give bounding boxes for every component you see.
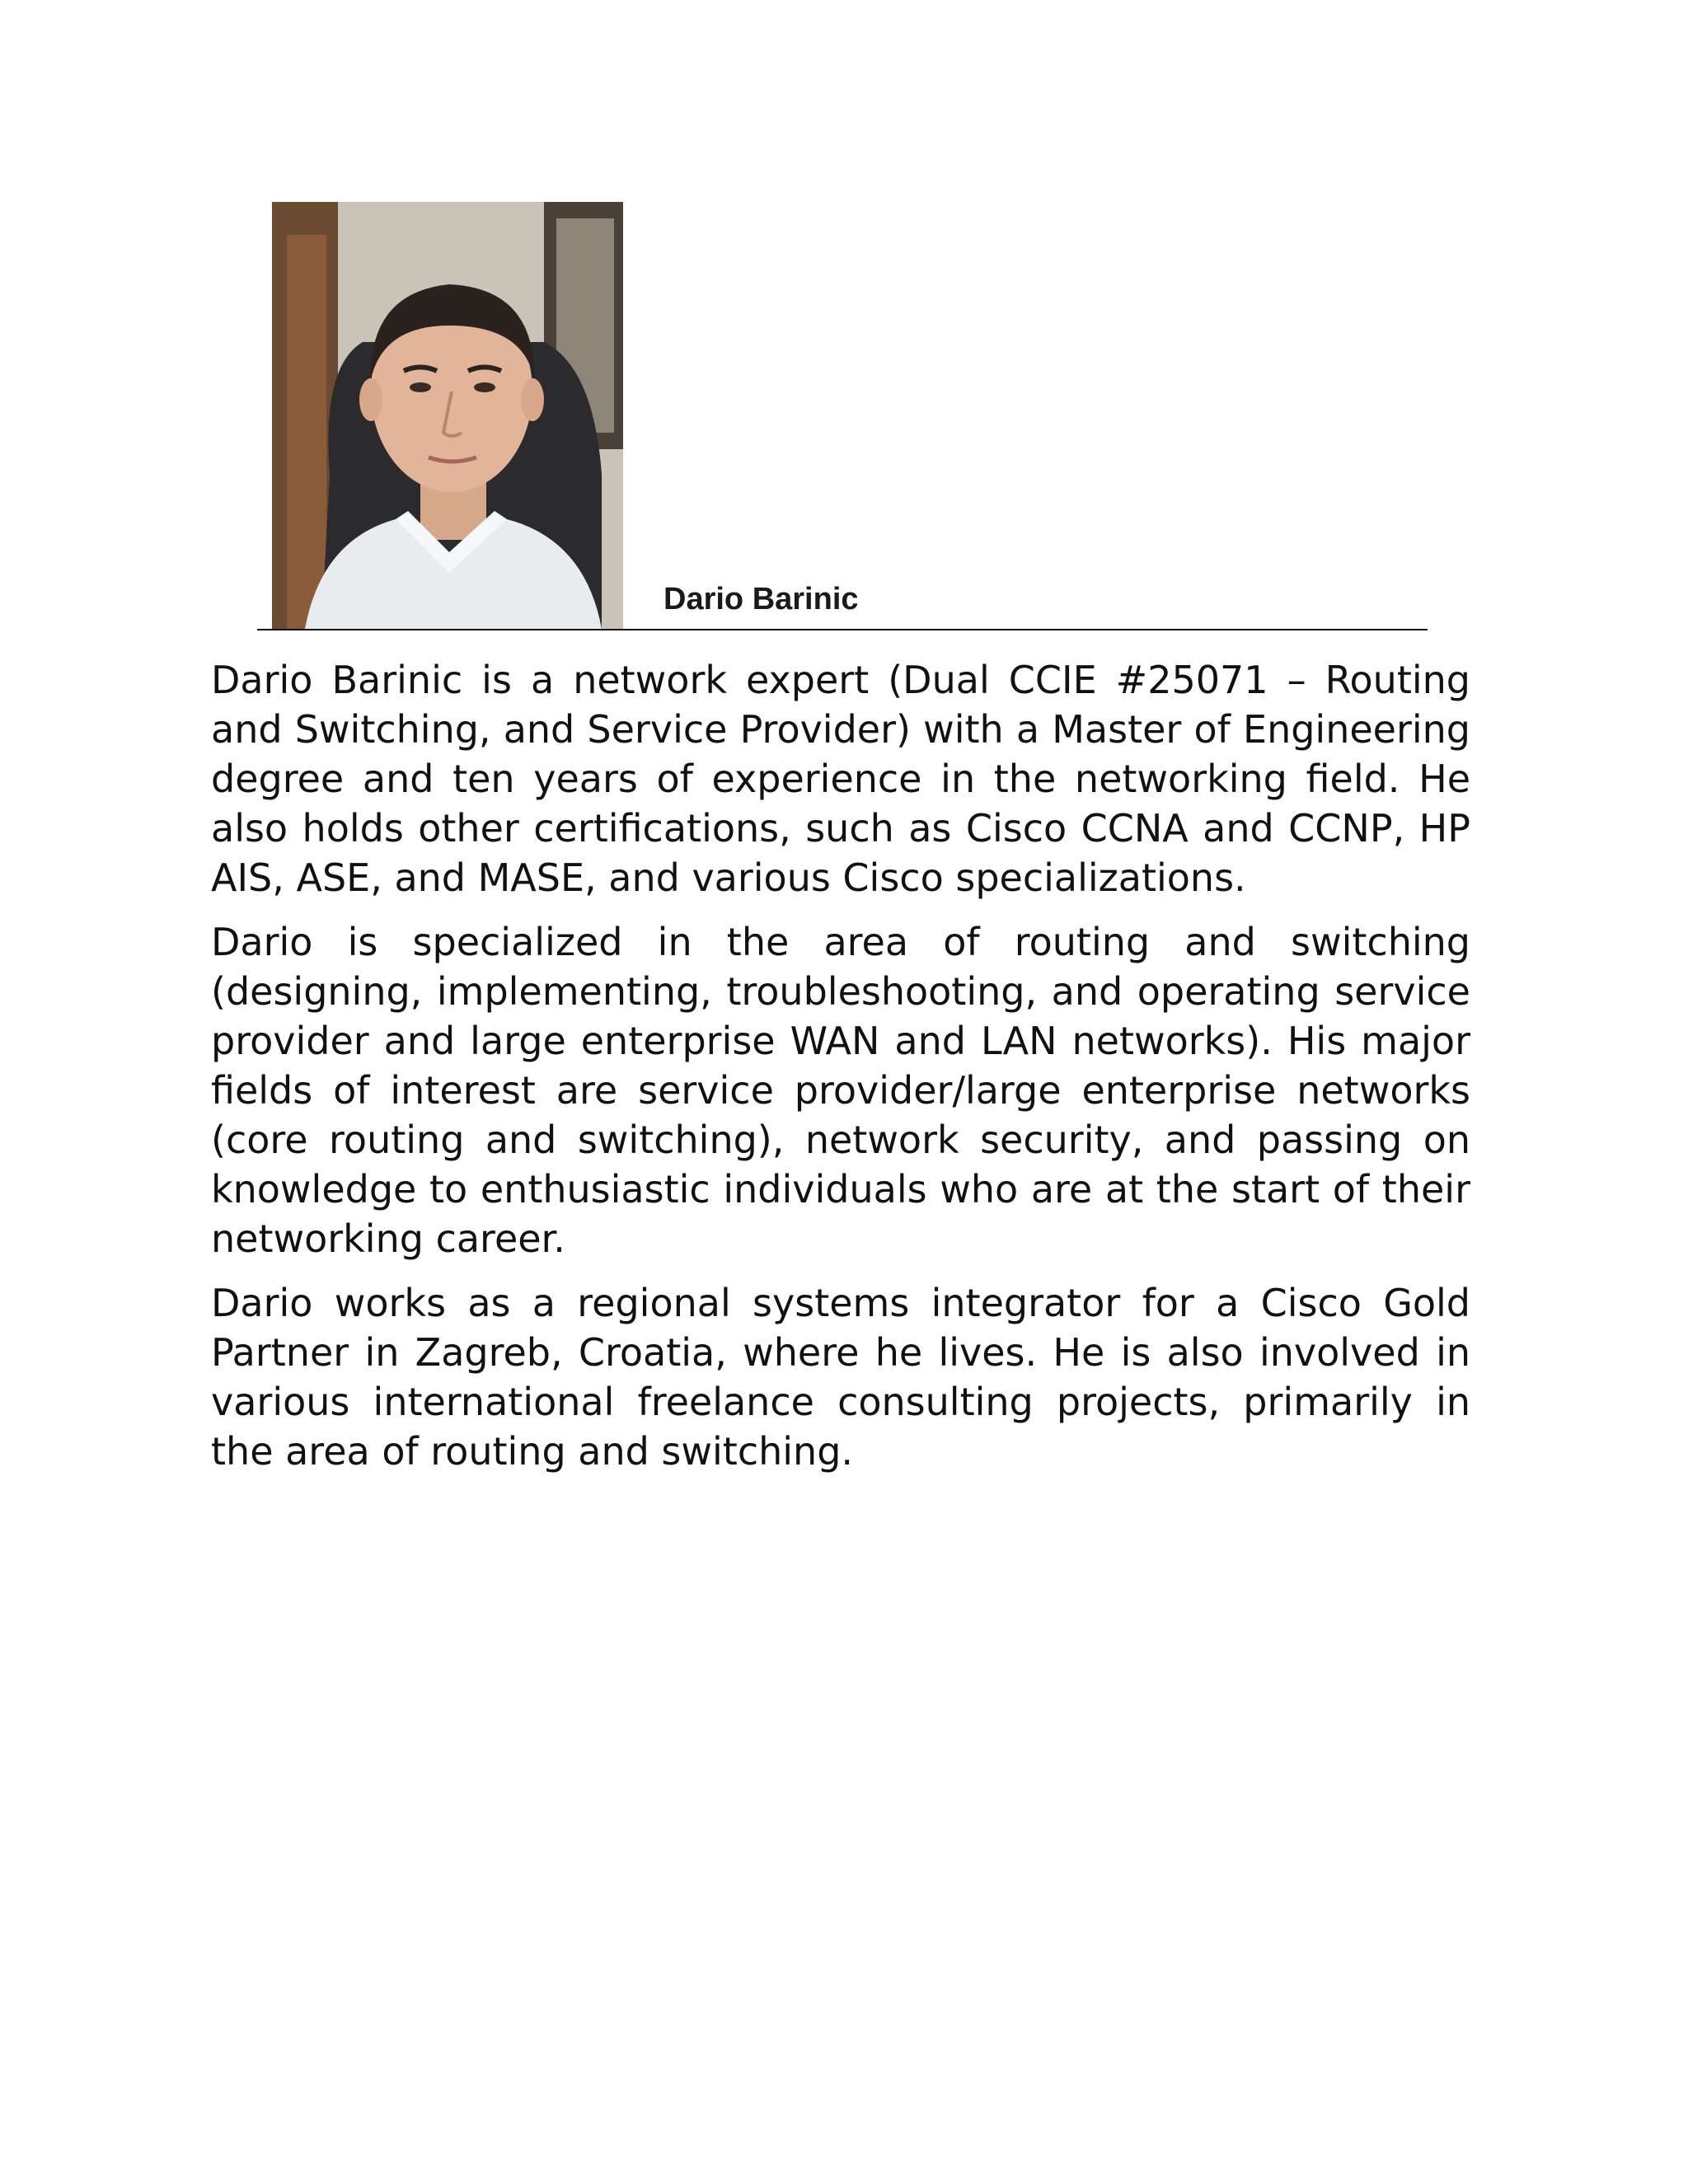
author-name-caption: Dario Barinic <box>663 582 859 616</box>
author-bio <box>211 655 1470 1491</box>
bio-paragraph-1: Dario Barinic is a network expert (Dual CCIE #25071 – Routing and Switching, and Service Provider) with a Master of Engineering degree and ten years of experience in the networking field. He also holds other certifications, such as Cisco CCNA and CCNP, HP AIS, ASE, and MASE, and various Cisco specializations. <box>211 658 1470 900</box>
bio-paragraph-3: Dario works as a regional systems integrator for a Cisco Gold Partner in Zagreb, Croatia, where he lives. He is also involved in various international freelance consulting projects, primarily in the area of routing and switching. <box>211 1281 1470 1474</box>
horizontal-divider <box>257 629 1428 630</box>
author-photo <box>272 202 623 629</box>
portrait-photo-icon <box>272 202 623 629</box>
bio-paragraph-2: Dario is specialized in the area of routing and switching (designing, implementing, troubleshooting, and operating service provider and large enterprise WAN and LAN networks). His major fields of interest are service provider/large enterprise networks (core routing and switching), network security, and passing on knowledge to enthusiastic individuals who are at the start of their networking career. <box>211 920 1470 1261</box>
